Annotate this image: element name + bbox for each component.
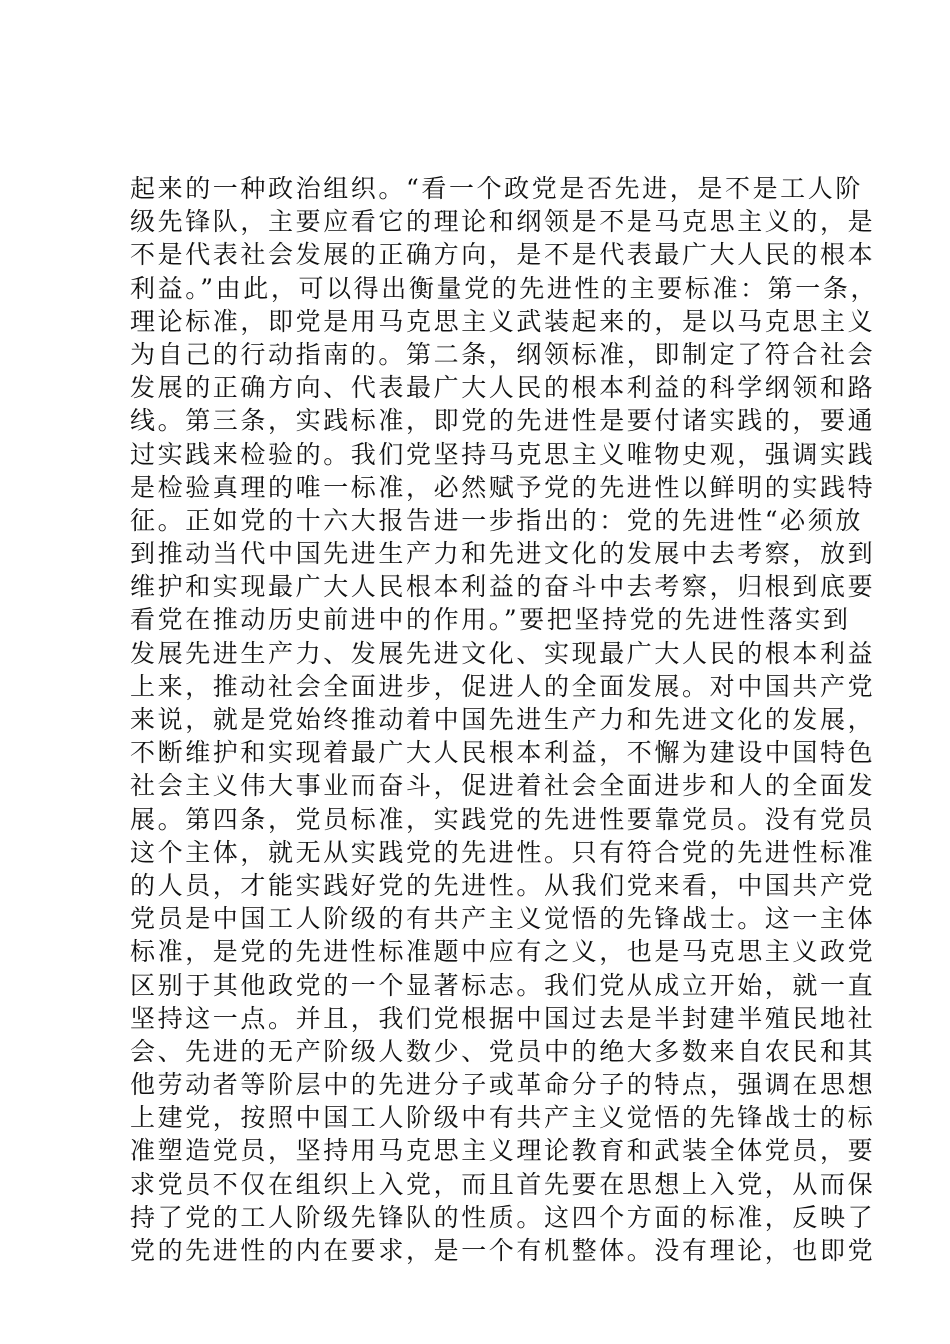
text-line: 发展的正确方向、代表最广大人民的根本利益的科学纲领和路 — [130, 373, 876, 403]
text-line: 为自己的行动指南的。第二条，纲领标准，即制定了符合社会 — [130, 339, 876, 369]
text-line: 这个主体，就无从实践党的先进性。只有符合党的先进性标准 — [130, 837, 876, 867]
text-line: 党员是中国工人阶级的有共产主义觉悟的先锋战士。这一主体 — [130, 904, 876, 934]
text-line: 的人员，才能实践好党的先进性。从我们党来看，中国共产党 — [130, 870, 876, 900]
text-line: 是检验真理的唯一标准，必然赋予党的先进性以鲜明的实践特 — [130, 472, 876, 502]
text-line: 到推动当代中国先进生产力和先进文化的发展中去考察，放到 — [130, 539, 876, 569]
text-line: 理论标准，即党是用马克思主义武装起来的，是以马克思主义 — [130, 306, 876, 336]
text-line: 坚持这一点。并且，我们党根据中国过去是半封建半殖民地社 — [130, 1003, 876, 1033]
text-line: 展。第四条，党员标准，实践党的先进性要靠党员。没有党员 — [130, 804, 876, 834]
text-line: 发展先进生产力、发展先进文化、实现最广大人民的根本利益 — [130, 638, 876, 668]
text-line: 征。正如党的十六大报告进一步指出的：党的先进性“必须放 — [130, 505, 863, 535]
text-line: 标准，是党的先进性标准题中应有之义，也是马克思主义政党 — [130, 937, 876, 967]
text-line: 社会主义伟大事业而奋斗，促进着社会全面进步和人的全面发 — [130, 771, 876, 801]
text-line: 区别于其他政党的一个显著标志。我们党从成立开始，就一直 — [130, 970, 876, 1000]
text-line: 求党员不仅在组织上入党，而且首先要在思想上入党，从而保 — [130, 1169, 876, 1199]
text-line: 不是代表社会发展的正确方向，是不是代表最广大人民的根本 — [130, 240, 876, 270]
text-line: 过实践来检验的。我们党坚持马克思主义唯物史观，强调实践 — [130, 439, 876, 469]
text-line: 会、先进的无产阶级人数少、党员中的绝大多数来自农民和其 — [130, 1036, 876, 1066]
body-text — [130, 172, 879, 1267]
text-line: 上建党，按照中国工人阶级中有共产主义觉悟的先锋战士的标 — [130, 1103, 876, 1133]
text-line: 来说，就是党始终推动着中国先进生产力和先进文化的发展， — [130, 705, 876, 734]
text-line: 维护和实现最广大人民根本利益的奋斗中去考察，归根到底要 — [130, 572, 876, 602]
text-line: 利益。”由此，可以得出衡量党的先进性的主要标准：第一条， — [130, 273, 879, 303]
text-line: 看党在推动历史前进中的作用。”要把坚持党的先进性落实到 — [130, 605, 851, 635]
text-line: 起来的一种政治组织。“看一个政党是否先进，是不是工人阶 — [130, 174, 863, 203]
text-line: 党的先进性的内在要求，是一个有机整体。没有理论，也即党 — [130, 1236, 876, 1265]
text-line: 持了党的工人阶级先锋队的性质。这四个方面的标准，反映了 — [130, 1202, 876, 1232]
text-line: 上来，推动社会全面进步，促进人的全面发展。对中国共产党 — [130, 671, 876, 701]
text-line: 准塑造党员，坚持用马克思主义理论教育和武装全体党员，要 — [130, 1136, 876, 1166]
text-line: 他劳动者等阶层中的先进分子或革命分子的特点，强调在思想 — [130, 1070, 876, 1100]
text-line: 不断维护和实现着最广大人民根本利益，不懈为建设中国特色 — [130, 738, 876, 768]
text-line: 线。第三条，实践标准，即党的先进性是要付诸实践的，要通 — [130, 406, 876, 436]
text-line: 级先锋队，主要应看它的理论和纲领是不是马克思主义的，是 — [130, 207, 876, 237]
